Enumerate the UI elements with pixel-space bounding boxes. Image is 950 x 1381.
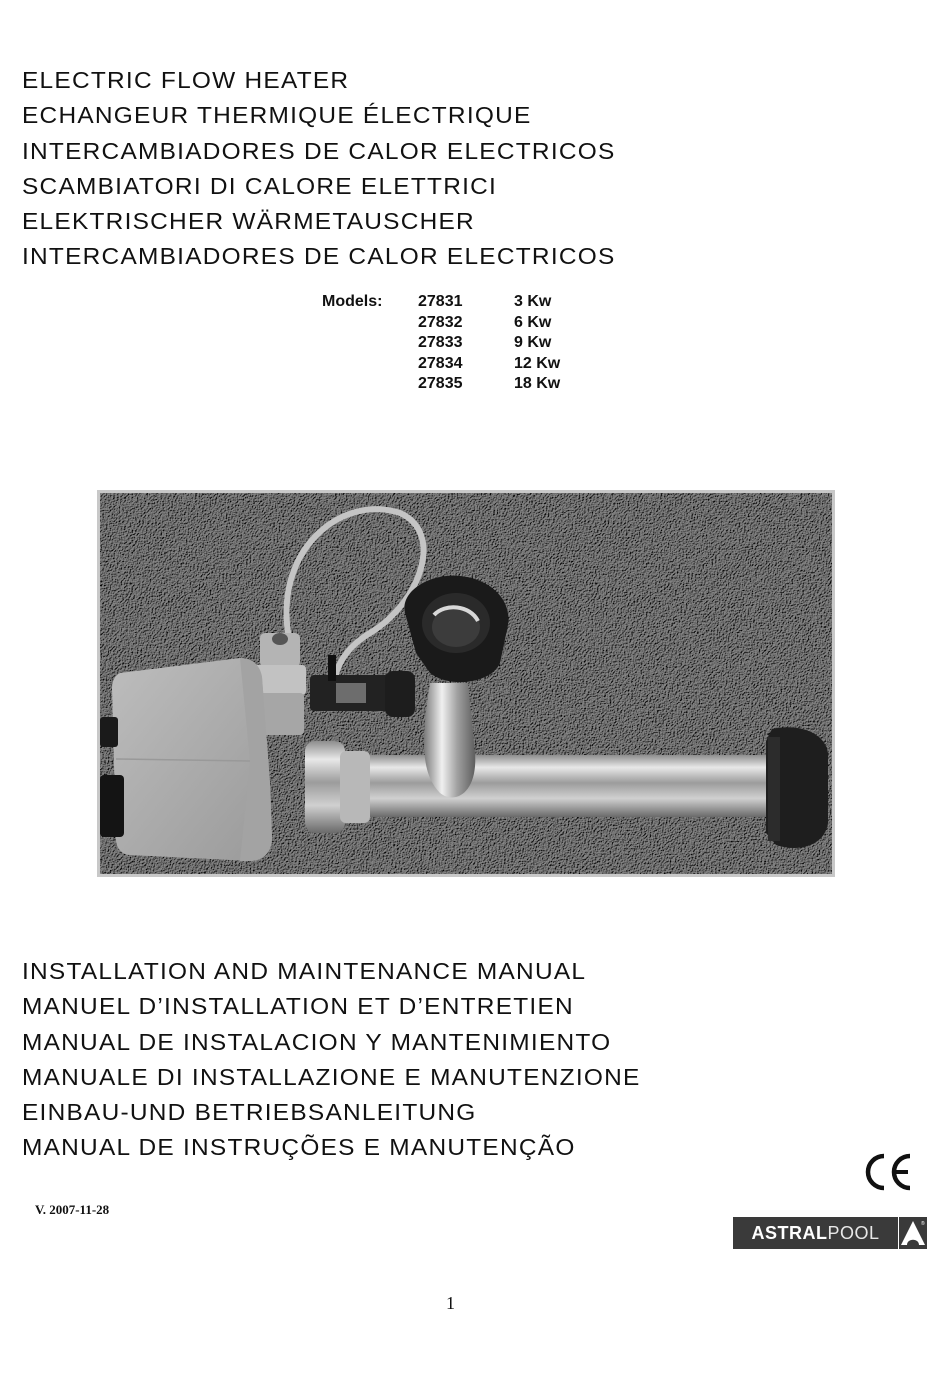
manual-title-fr: MANUEL D’INSTALLATION ET D’ENTRETIEN <box>22 993 574 1020</box>
model-row <box>322 354 594 375</box>
model-code: 27831 <box>418 293 463 310</box>
manual-title-es: MANUAL DE INSTALACION Y MANTENIMIENTO <box>22 1028 612 1055</box>
model-row <box>322 313 594 334</box>
product-title-pt: INTERCAMBIADORES DE CALOR ELECTRICOS <box>22 243 616 270</box>
product-title-fr: ECHANGEUR THERMIQUE ÉLECTRIQUE <box>22 102 532 129</box>
registered-mark: ® <box>921 1221 925 1227</box>
product-title-block <box>22 63 616 275</box>
control-knob-large <box>100 775 124 837</box>
manual-title-block <box>22 954 641 1166</box>
version-label: V. 2007-11-28 <box>35 1202 110 1217</box>
model-power: 12 Kw <box>514 354 561 372</box>
logo-text-light: POOL <box>827 1222 880 1243</box>
manual-title-de: EINBAU-UND BETRIEBSANLEITUNG <box>22 1099 477 1126</box>
ce-mark-icon <box>862 1152 914 1192</box>
model-row <box>322 374 594 395</box>
models-table <box>322 292 594 395</box>
astralpool-triangle-icon <box>899 1217 927 1249</box>
model-code: 27835 <box>418 375 463 392</box>
manual-title-en: INSTALLATION AND MAINTENANCE MANUAL <box>22 958 587 984</box>
elbow-pipe <box>424 683 475 797</box>
model-code: 27832 <box>418 313 463 331</box>
product-title-it: SCAMBIATORI DI CALORE ELETTRICI <box>22 172 498 199</box>
model-power: 18 Kw <box>514 375 561 392</box>
models-label: Models: <box>322 293 383 310</box>
product-photo <box>97 490 835 877</box>
product-title-de: ELEKTRISCHER WÄRMETAUSCHER <box>22 208 475 235</box>
control-knob-small <box>100 717 118 747</box>
astralpool-logo <box>733 1217 927 1249</box>
logo-wordmark <box>733 1217 898 1249</box>
heater-illustration <box>100 493 832 874</box>
model-power: 9 Kw <box>514 334 552 351</box>
model-row <box>322 292 594 313</box>
page-number: 1 <box>446 1293 455 1313</box>
model-code: 27834 <box>418 354 463 372</box>
logo-text-bold: ASTRAL <box>751 1222 828 1243</box>
manual-title-it: MANUALE DI INSTALLAZIONE E MANUTENZIONE <box>22 1063 641 1090</box>
model-power: 3 Kw <box>514 293 552 310</box>
product-title-es: INTERCAMBIADORES DE CALOR ELECTRICOS <box>22 137 616 164</box>
product-title-en: ELECTRIC FLOW HEATER <box>22 67 350 93</box>
manual-title-pt: MANUAL DE INSTRUÇÕES E MANUTENÇÃO <box>22 1134 576 1161</box>
model-code: 27833 <box>418 334 463 351</box>
heater-tube <box>315 755 785 817</box>
model-power: 6 Kw <box>514 313 552 331</box>
model-row <box>322 333 594 354</box>
